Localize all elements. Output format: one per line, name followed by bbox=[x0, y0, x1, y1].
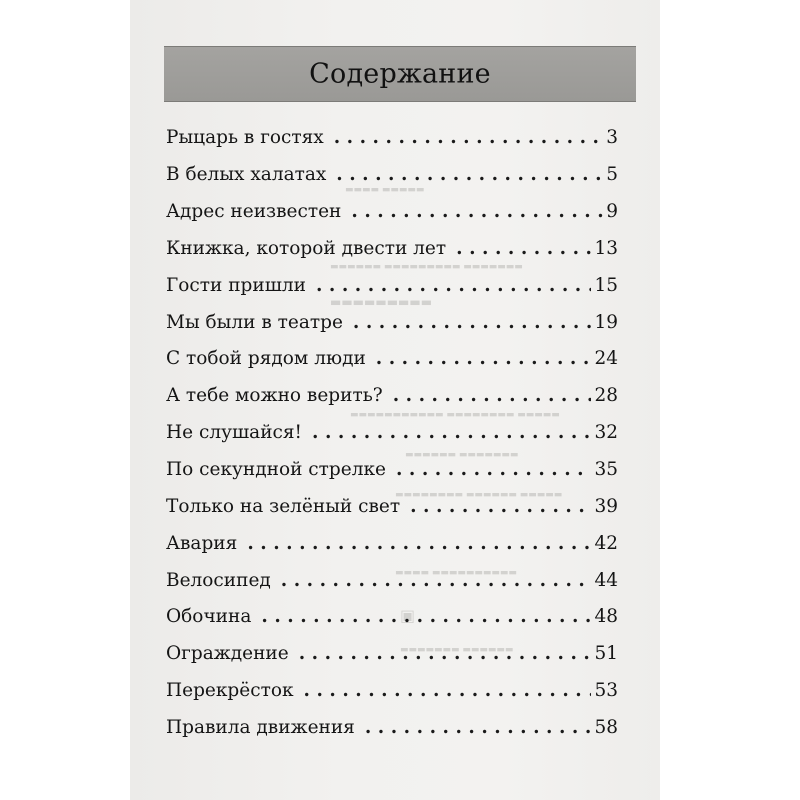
bleed-through-decoration: ▬▬▬▬▬▬ ▬▬▬▬▬▬▬ bbox=[405, 450, 519, 460]
toc-entry-title: Гости пришли bbox=[166, 275, 306, 296]
toc-dot-leader bbox=[376, 348, 592, 369]
toc-entry-page: 51 bbox=[594, 643, 618, 664]
toc-entry[interactable] bbox=[166, 422, 618, 448]
toc-entry[interactable] bbox=[166, 496, 618, 522]
toc-dot-leader bbox=[410, 496, 591, 517]
toc-entry-title: По секундной стрелке bbox=[166, 459, 386, 480]
toc-dot-leader bbox=[351, 201, 603, 222]
toc-entry-title: В белых халатах bbox=[166, 164, 327, 185]
toc-entry-title: Рыцарь в гостях bbox=[166, 127, 324, 148]
toc-entry-page: 15 bbox=[594, 275, 618, 296]
toc-entry-title: Правила движения bbox=[166, 717, 355, 738]
toc-entry[interactable] bbox=[166, 348, 618, 374]
toc-dot-leader bbox=[334, 127, 603, 148]
toc-dot-leader bbox=[353, 312, 592, 333]
toc-entry-page: 42 bbox=[594, 533, 618, 554]
toc-entry-page: 3 bbox=[606, 127, 618, 148]
toc-dot-leader bbox=[247, 533, 591, 554]
toc-entry[interactable] bbox=[166, 570, 618, 596]
toc-entry-page: 32 bbox=[594, 422, 618, 443]
toc-entry-page: 39 bbox=[594, 496, 618, 517]
toc-entry[interactable] bbox=[166, 385, 618, 411]
toc-entry-page: 19 bbox=[594, 312, 618, 333]
toc-entry[interactable] bbox=[166, 201, 618, 227]
toc-entry[interactable] bbox=[166, 164, 618, 190]
bleed-through-decoration: ▬▬▬▬ ▬▬▬▬▬▬▬▬▬▬ bbox=[395, 568, 517, 578]
toc-entry[interactable] bbox=[166, 680, 618, 706]
toc-entry-title: А тебе можно верить? bbox=[166, 385, 383, 406]
bleed-through-decoration: ▬▬▬▬ ▬▬▬▬▬ bbox=[345, 185, 425, 195]
toc-entry[interactable] bbox=[166, 606, 618, 632]
bleed-through-decoration: ▬▬▬▬▬▬▬ ▬▬▬▬▬▬ bbox=[400, 645, 514, 655]
toc-entry-page: 13 bbox=[594, 238, 618, 259]
toc-entry-page: 53 bbox=[594, 680, 618, 701]
toc-entry[interactable] bbox=[166, 459, 618, 485]
toc-entry[interactable] bbox=[166, 312, 618, 338]
toc-entry-title: Только на зелёный свет bbox=[166, 496, 401, 517]
toc-entry-page: 9 bbox=[606, 201, 618, 222]
toc-dot-leader bbox=[299, 643, 592, 664]
toc-entry-page: 28 bbox=[594, 385, 618, 406]
bleed-through-decoration: ▣ bbox=[400, 606, 416, 625]
toc-entry-page: 5 bbox=[606, 164, 618, 185]
toc-dot-leader bbox=[456, 238, 591, 259]
toc-entry-page: 48 bbox=[594, 606, 618, 627]
toc-entry-title: Книжка, которой двести лет bbox=[166, 238, 447, 259]
bleed-through-decoration: ▬▬▬▬▬▬▬▬▬ bbox=[330, 295, 433, 309]
toc-dot-leader bbox=[336, 164, 603, 185]
toc-entry-title: Мы были в театре bbox=[166, 312, 343, 333]
toc-dot-leader bbox=[393, 385, 592, 406]
toc-entry-title: Обочина bbox=[166, 606, 252, 627]
toc-entry-page: 58 bbox=[594, 717, 618, 738]
toc-entry[interactable] bbox=[166, 533, 618, 559]
toc-entry[interactable] bbox=[166, 717, 618, 743]
toc-entry-title: Велосипед bbox=[166, 570, 271, 591]
bleed-through-decoration: ▬▬▬▬▬▬ ▬▬▬▬▬▬▬▬▬ ▬▬▬▬▬▬▬ bbox=[330, 262, 523, 272]
toc-dot-leader bbox=[304, 680, 592, 701]
toc-entry-page: 35 bbox=[594, 459, 618, 480]
toc-entry-title: Перекрёсток bbox=[166, 680, 294, 701]
toc-entry[interactable] bbox=[166, 238, 618, 264]
toc-entry-title: Авария bbox=[166, 533, 238, 554]
bleed-through-decoration: ▬▬▬▬▬▬▬▬ ▬▬▬▬▬▬ ▬▬▬▬▬ bbox=[395, 490, 563, 500]
toc-entry[interactable] bbox=[166, 127, 618, 153]
toc-entry[interactable] bbox=[166, 643, 618, 669]
toc-entry-page: 44 bbox=[594, 570, 618, 591]
toc-dot-leader bbox=[316, 275, 591, 296]
toc-dot-leader bbox=[312, 422, 591, 443]
toc-entry-title: Не слушайся! bbox=[166, 422, 302, 443]
toc-entry-title: Адрес неизвестен bbox=[166, 201, 342, 222]
toc-entry-title: Ограждение bbox=[166, 643, 289, 664]
toc-entry-title: С тобой рядом люди bbox=[166, 348, 366, 369]
toc-dot-leader bbox=[261, 606, 591, 627]
toc-entry-page: 24 bbox=[594, 348, 618, 369]
toc-dot-leader bbox=[365, 717, 592, 738]
contents-header-band bbox=[164, 46, 636, 102]
bleed-through-decoration: ▬▬▬▬▬▬▬▬▬▬▬ ▬▬▬▬▬▬▬▬ ▬▬▬▬▬ bbox=[350, 410, 560, 420]
toc-dot-leader bbox=[396, 459, 591, 480]
contents-heading: Содержание bbox=[309, 58, 491, 90]
toc-entry[interactable] bbox=[166, 275, 618, 301]
toc-dot-leader bbox=[281, 570, 592, 591]
